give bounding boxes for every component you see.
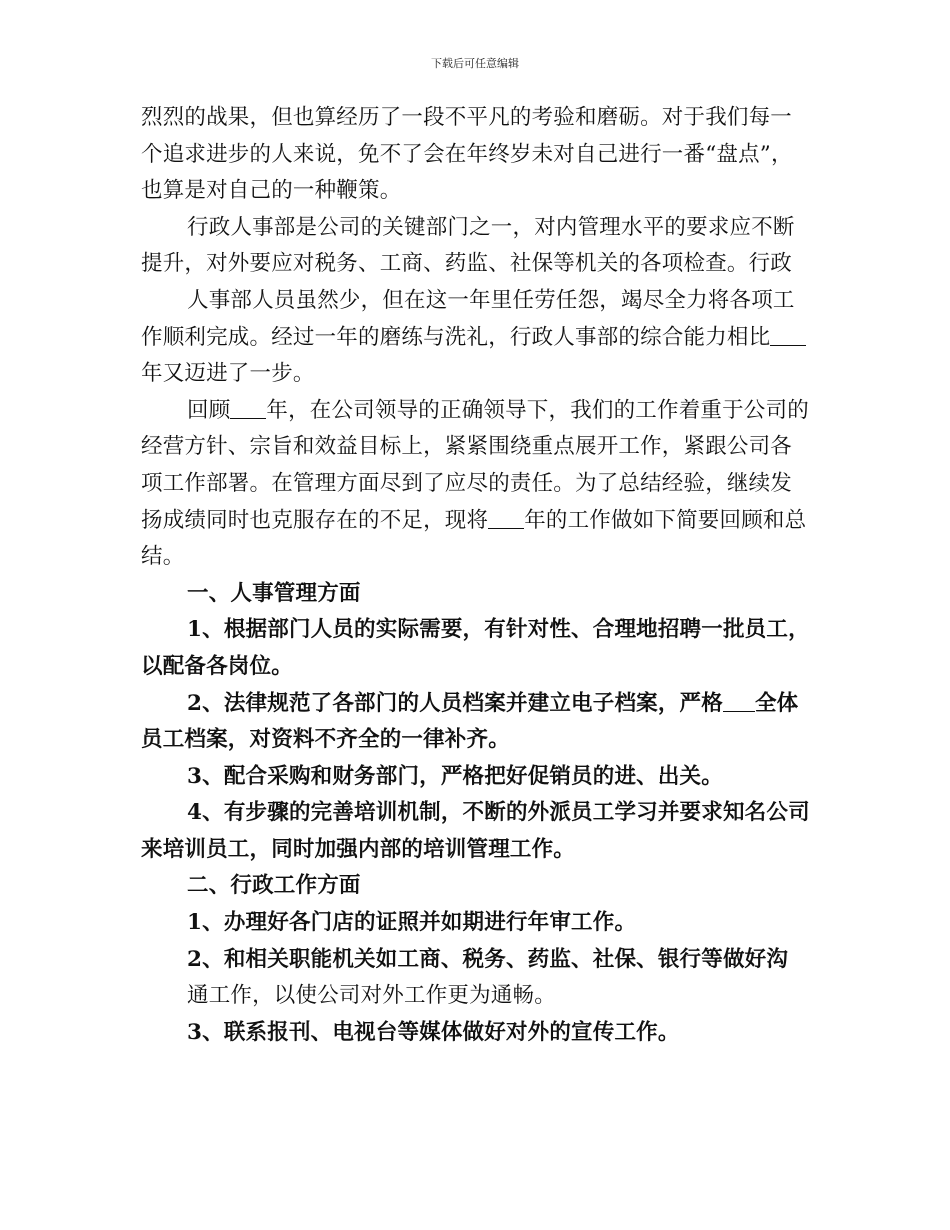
text-line: 1、办理好各门店的证照并如期进行年审工作。 <box>187 910 637 936</box>
text-line: 烈烈的战果，但也算经历了一段不平凡的考验和磨砺。对于我们每一 <box>141 105 793 130</box>
text-line: 也算是对自己的一种鞭策。 <box>141 178 402 204</box>
section-heading: 二、行政工作方面 <box>187 873 361 899</box>
text-line: 3、联系报刊、电视台等媒体做好对外的宣传工作。 <box>187 1019 680 1045</box>
text-segment: 回顾 <box>187 397 231 423</box>
document-body <box>141 100 821 1051</box>
text-line: 以配备各岗位。 <box>141 653 293 679</box>
text-segment: 2、法律规范了各部门的人员档案并建立电子档案，严格 <box>187 690 723 716</box>
text-segment: 年，在公司领导的正确领导下，我们的工作着重于公司的 <box>266 397 809 423</box>
blank-underline <box>723 687 755 712</box>
text-line: 1、根据部门人员的实际需要，有针对性、合理地招聘一批员工， <box>187 617 810 643</box>
text-line: 2、和相关职能机关如工商、税务、药监、社保、银行等做好沟 <box>187 946 789 972</box>
text-segment: 作顺利完成。经过一年的磨练与洗礼，行政人事部的综合能力相比 <box>141 324 771 350</box>
text-line: 提升，对外要应对税务、工商、药监、社保等机关的各项检查。行政 <box>141 251 793 277</box>
text-line: 通工作，以使公司对外工作更为通畅。 <box>187 983 556 1009</box>
section-heading: 一、人事管理方面 <box>187 580 361 606</box>
text-line: 经营方针、宗旨和效益目标上，紧紧围绕重点展开工作，紧跟公司各 <box>141 434 793 460</box>
text-line: 行政人事部是公司的关键部门之一，对内管理水平的要求应不断 <box>187 214 795 240</box>
text-line <box>141 686 821 723</box>
text-line: 年又迈进了一步。 <box>141 361 315 387</box>
text-line <box>141 320 821 357</box>
blank-underline <box>770 321 806 346</box>
text-line: 结。 <box>141 544 185 570</box>
blank-underline <box>488 504 524 529</box>
text-line: 项工作部署。在管理方面尽到了应尽的责任。为了总结经验，继续发 <box>141 470 793 496</box>
text-segment: 全体 <box>754 690 799 716</box>
text-line: 4、有步骤的完善培训机制，不断的外派员工学习并要求知名公司 <box>187 800 810 826</box>
text-segment: 年的工作做如下简要回顾和总 <box>524 507 807 533</box>
text-line <box>141 503 821 540</box>
page-header: 下载后可任意编辑 <box>431 57 519 70</box>
text-line: 来培训员工，同时加强内部的培训管理工作。 <box>141 836 576 862</box>
blank-underline <box>230 394 266 419</box>
text-line: 3、配合采购和财务部门，严格把好促销员的进、出关。 <box>187 763 723 789</box>
text-line: 人事部人员虽然少，但在这一年里任劳任怨，竭尽全力将各项工 <box>187 287 795 313</box>
text-line: 个追求进步的人来说，免不了会在年终岁未对自己进行一番“盘点”， <box>141 141 793 167</box>
text-line: 员工档案，对资料不齐全的一律补齐。 <box>141 727 510 753</box>
text-line <box>141 393 821 430</box>
text-segment: 扬成绩同时也克服存在的不足，现将 <box>141 507 489 533</box>
